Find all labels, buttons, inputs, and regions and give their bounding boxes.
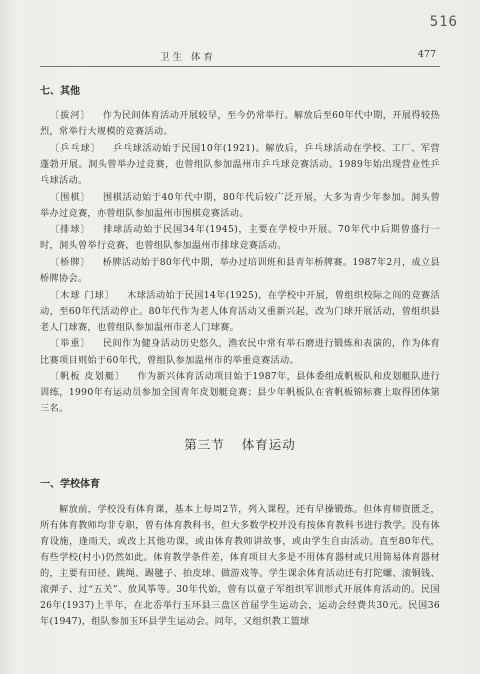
body-paragraph: 解放前，学校没有体育课，基本上每周2节，列入课程，还有早操锻炼。但体育师资匮乏，所有体育教师均非专职，曾有体育教科书，但大多数学校并没有按体育教科书进行教学。没有体育设施，逢雨天，或改上其他功课，或由体育教师讲故事，或由学生自由活动。直至80年代，有些学校(村小)仍然如此。体育教学条件差，体育项目大多是不用体育器材或只用简易体育器材的，主要有田径、跳绳、踢毽子、拍皮球、做游戏等。学生课余体育活动还有打陀螺、滚铜钱、滚弹子、过“五关”、放风筝等。30年代始，曾有以童子军组织军训形式开展体育活动的。民国26年(1937)上半年，在北岙举行玉环县三盘区首届学生运动会，运动会经费共30元。民国36年(1947)，组队参加玉环县学生运动会。同年，又组织教工篮球	[40, 503, 440, 628]
chapter-label: 第三节	[184, 437, 225, 453]
section-title-other: 七、其他	[40, 86, 80, 97]
entry-weightlifting	[40, 336, 440, 368]
entry-tag: 〔帆板 皮划艇〕	[50, 371, 126, 383]
chapter-name: 体育运动	[241, 437, 296, 453]
entry-tag: 〔桥牌〕	[50, 256, 91, 268]
entry-tag: 〔木球 门球〕	[50, 289, 116, 301]
entry-bridge	[40, 255, 440, 287]
header-page-number: 477	[417, 49, 436, 60]
entry-windsurfing-canoe	[40, 369, 440, 417]
entry-tag: 〔乒乓球〕	[50, 142, 101, 154]
entry-tag: 〔围棋〕	[50, 191, 91, 203]
entry-text: 作为新兴体育活动项目始于1987年，县体委组成帆板队和皮划艇队进行训练，1990年有运动员参加全国青年皮划艇竞赛；县少年帆板队在省帆板锦标赛上取得团体第三名。	[40, 371, 440, 415]
chapter-title	[40, 437, 440, 453]
entry-text: 木球活动始于民国14年(1925)，在学校中开展，曾组织校际之间的竞赛活动，至60年代活动停止。80年代作为老人体育活动又重新兴起，改为门球开展活动，曾组织县老人门球赛，也曾组队参加温州市老人门球赛。	[40, 289, 440, 333]
entry-text: 排球活动始于民国34年(1945)，主要在学校中开展。70年代中后期曾盛行一时，洞头曾举行竞赛，也曾组队参加温州市排球竞赛活动。	[40, 224, 440, 252]
entry-tag: 〔排球〕	[50, 224, 91, 236]
entry-text: 民间作为健身活动历史悠久，渔农民中常有举石磨进行锻炼和表演的，作为体育比赛项目则始于60年代，曾组队参加温州市的举重竞赛活动。	[40, 338, 440, 366]
header-title: 卫生 体育	[160, 52, 217, 63]
entry-tug-of-war	[40, 108, 440, 140]
running-header	[40, 46, 440, 67]
entry-text: 桥牌活动始于80年代中期，举办过培训班和县青年桥牌赛。1987年2月，成立县桥牌协会。	[40, 256, 440, 285]
entry-table-tennis	[40, 141, 440, 189]
entry-text: 作为民间体育活动开展较早，至今仍常举行。解放后至60年代中期，开展得较热烈，常举行大规模的竞赛活动。	[40, 110, 440, 138]
page-content	[40, 80, 440, 630]
entry-go	[40, 190, 440, 222]
entry-text: 乒乓球活动始于民国10年(1921)。解放后，乒乓球活动在学校、工厂、军营蓬勃开展。洞头曾举办过竞赛，也曾组队参加温州市乒乓球竞赛活动。1989年始出现营业性乒乓球活动。	[40, 142, 440, 186]
section-title-school-sports: 一、学校体育	[40, 479, 100, 491]
archive-page-number: 516	[429, 14, 458, 30]
entry-volleyball	[40, 222, 440, 254]
entry-text: 围棋活动始于40年代中期，80年代后较广泛开展，大多为青少年参加。洞头曾举办过竞赛，亦曾组队参加温州市围棋竞赛活动。	[40, 191, 440, 219]
entry-tag: 〔拔河〕	[50, 110, 91, 122]
entry-woodball-gateball	[40, 288, 440, 336]
entry-tag: 〔举重〕	[50, 338, 91, 350]
